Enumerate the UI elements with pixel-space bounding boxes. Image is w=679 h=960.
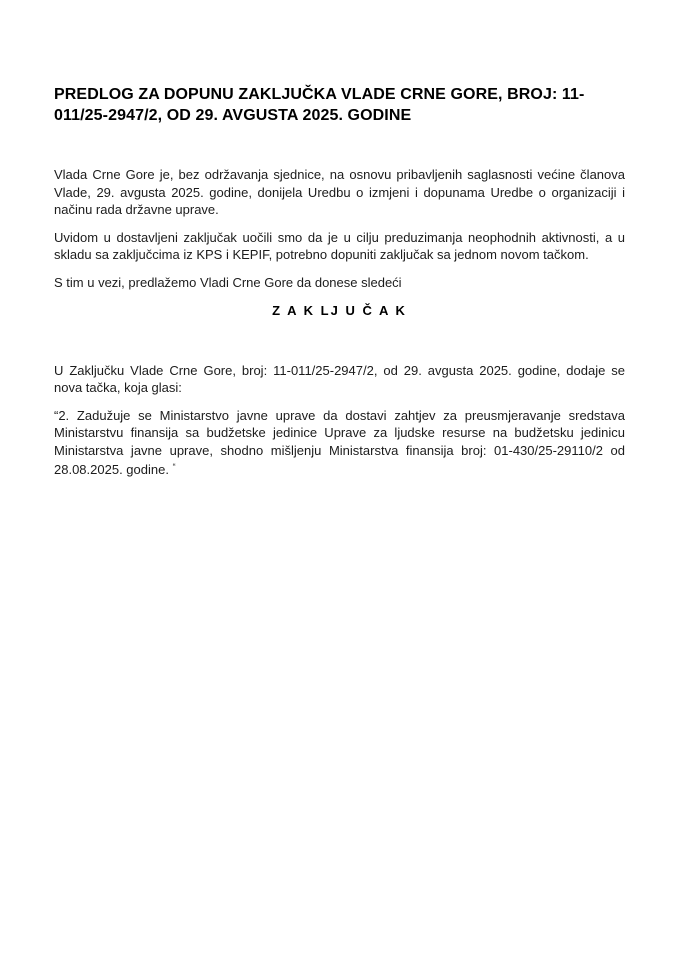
- section-heading-zakljucak: Z A K LJ U Č A K: [272, 303, 407, 318]
- paragraph-amendment-intro: U Zaključku Vlade Crne Gore, broj: 11-011/25-2947/2, od 29. avgusta 2025. godine, dodaje se nova tačka, koja glasi:: [54, 362, 625, 395]
- amendment-quoted-text: “2. Zadužuje se Ministarstvo javne uprave da dostavi zahtjev za preusmjeravanje sredstava Ministarstvu finansija sa budžetske jedinice Uprave za ljudske resurse na budžetsku jedinicu Ministarstva javne uprave, shodno mišljenju Ministarstva finansija broj: 01-430/25-29110/2 od 28.08.2025. godine.: [54, 407, 625, 477]
- paragraph-observation: Uvidom u dostavljeni zaključak uočili smo da je u cilju preduzimanja neophodnih aktivnosti, a u skladu sa zaključcima iz KPS i KEPIF, potrebno dopuniti zaključak sa jednom novom tačkom.: [54, 229, 625, 262]
- paragraph-intro: Vlada Crne Gore je, bez održavanja sjednice, na osnovu pribavljenih saglasnosti većine članova Vlade, 29. avgusta 2025. godine, donijela Uredbu o izmjeni i dopunama Uredbe o organizaciji i načinu rada državne uprave.: [54, 167, 625, 217]
- document-title: PREDLOG ZA DOPUNU ZAKLJUČKA VLADE CRNE GORE, BROJ: 11-011/25-2947/2, OD 29. AVGUSTA 2025. GODINE: [54, 86, 585, 124]
- closing-quote-mark: “: [172, 462, 176, 472]
- paragraph-amendment-text: [54, 407, 625, 479]
- paragraph-proposal: S tim u vezi, predlažemo Vladi Crne Gore da donese sledeći: [54, 274, 402, 290]
